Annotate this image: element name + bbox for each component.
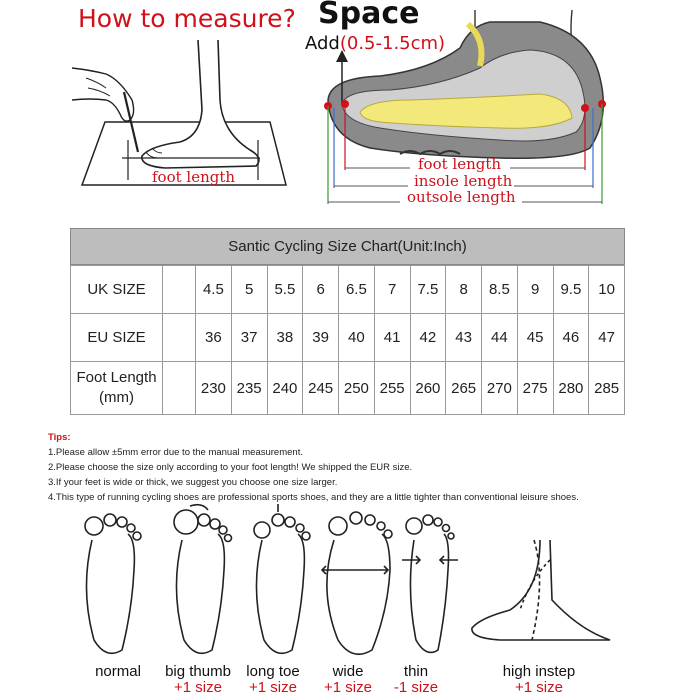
foot-type-wide bbox=[316, 664, 380, 696]
spacer-cell bbox=[163, 314, 196, 362]
high-instep-foot bbox=[472, 540, 610, 640]
size-cell: 6 bbox=[303, 266, 339, 314]
size-cell: 5 bbox=[231, 266, 267, 314]
size-cell: 255 bbox=[374, 362, 410, 415]
size-cell: 41 bbox=[374, 314, 410, 362]
size-cell: 9.5 bbox=[553, 266, 589, 314]
big-thumb-foot bbox=[174, 505, 232, 654]
foot-type-size: +1 size bbox=[515, 679, 563, 696]
size-cell: 275 bbox=[517, 362, 553, 415]
size-cell: 7 bbox=[374, 266, 410, 314]
eu-size-row bbox=[71, 314, 625, 362]
foot-type-normal bbox=[88, 664, 148, 680]
thin-foot bbox=[402, 515, 458, 652]
row-header bbox=[71, 362, 163, 415]
foot-type-big-thumb bbox=[158, 664, 238, 696]
size-cell: 36 bbox=[196, 314, 232, 362]
add-value: (0.5-1.5cm) bbox=[339, 33, 446, 54]
tips-section bbox=[48, 430, 579, 505]
size-cell: 43 bbox=[446, 314, 482, 362]
foot-type-size: +1 size bbox=[324, 679, 372, 696]
foot-length-label: foot length bbox=[418, 155, 502, 173]
row-header: UK SIZE bbox=[71, 266, 163, 314]
size-cell: 250 bbox=[339, 362, 375, 415]
foot-type-name: long toe bbox=[246, 663, 300, 680]
foot-type-size: -1 size bbox=[393, 679, 439, 696]
long-toe-foot bbox=[254, 504, 310, 653]
size-cell: 9 bbox=[517, 266, 553, 314]
size-cell: 6.5 bbox=[339, 266, 375, 314]
foot-type-name: thin bbox=[403, 663, 429, 680]
spacer-cell bbox=[163, 266, 196, 314]
size-cell: 42 bbox=[410, 314, 446, 362]
size-cell: 280 bbox=[553, 362, 589, 415]
size-cell: 10 bbox=[589, 266, 625, 314]
insole-length-label: insole length bbox=[414, 172, 513, 190]
size-cell: 40 bbox=[339, 314, 375, 362]
tips-heading: Tips: bbox=[48, 432, 71, 443]
size-cell: 240 bbox=[267, 362, 303, 415]
size-cell: 230 bbox=[196, 362, 232, 415]
foot-outline bbox=[142, 40, 259, 168]
page-title: How to measure? bbox=[78, 4, 296, 33]
size-chart bbox=[70, 228, 625, 411]
foot-type-name: normal bbox=[95, 663, 141, 680]
size-cell: 235 bbox=[231, 362, 267, 415]
foot-type-high-instep bbox=[494, 664, 584, 696]
tip-item: 3.If your feet is wide or thick, we suggest you choose one size larger. bbox=[48, 477, 338, 488]
foot-length-row bbox=[71, 362, 625, 415]
tip-item: 2.Please choose the size only according to your foot length! We shipped the EUR size. bbox=[48, 462, 413, 473]
foot-type-size: +1 size bbox=[174, 679, 222, 696]
space-title: Space bbox=[318, 0, 420, 31]
add-arrow-head bbox=[336, 50, 348, 62]
size-cell: 37 bbox=[231, 314, 267, 362]
tip-item: 4.This type of running cycling shoes are professional sports shoes, and they are a little tighter than conventional leisure shoes. bbox=[48, 492, 579, 503]
size-cell: 38 bbox=[267, 314, 303, 362]
wide-foot bbox=[322, 512, 392, 654]
uk-size-row bbox=[71, 266, 625, 314]
size-cell: 265 bbox=[446, 362, 482, 415]
foot-type-long-toe bbox=[240, 664, 306, 696]
size-cell: 285 bbox=[589, 362, 625, 415]
size-cell: 270 bbox=[482, 362, 518, 415]
tip-item: 1.Please allow ±5mm error due to the manual measurement. bbox=[48, 447, 303, 458]
size-cell: 4.5 bbox=[196, 266, 232, 314]
size-chart-table bbox=[70, 265, 625, 415]
size-chart-title: Santic Cycling Size Chart(Unit:Inch) bbox=[70, 228, 625, 265]
size-cell: 5.5 bbox=[267, 266, 303, 314]
foot-type-name: big thumb bbox=[165, 663, 231, 680]
foot-type-size: +1 size bbox=[249, 679, 297, 696]
add-prefix: Add bbox=[305, 33, 340, 54]
row-header: EU SIZE bbox=[71, 314, 163, 362]
size-cell: 245 bbox=[303, 362, 339, 415]
outsole-length-label: outsole length bbox=[407, 188, 516, 206]
size-cell: 45 bbox=[517, 314, 553, 362]
row-header-unit: (mm) bbox=[99, 389, 134, 406]
row-header-line: Foot Length bbox=[76, 369, 157, 386]
size-cell: 8.5 bbox=[482, 266, 518, 314]
foot-type-name: wide bbox=[332, 663, 364, 680]
size-cell: 260 bbox=[410, 362, 446, 415]
spacer-cell bbox=[163, 362, 196, 415]
foot-type-name: high instep bbox=[502, 663, 576, 680]
foot-types-illustration bbox=[70, 500, 670, 665]
size-cell: 8 bbox=[446, 266, 482, 314]
size-cell: 46 bbox=[553, 314, 589, 362]
size-cell: 44 bbox=[482, 314, 518, 362]
normal-foot bbox=[85, 514, 141, 653]
size-cell: 39 bbox=[303, 314, 339, 362]
size-cell: 47 bbox=[589, 314, 625, 362]
foot-type-thin bbox=[384, 664, 448, 696]
foot-length-label-left: foot length bbox=[152, 168, 236, 186]
size-cell: 7.5 bbox=[410, 266, 446, 314]
